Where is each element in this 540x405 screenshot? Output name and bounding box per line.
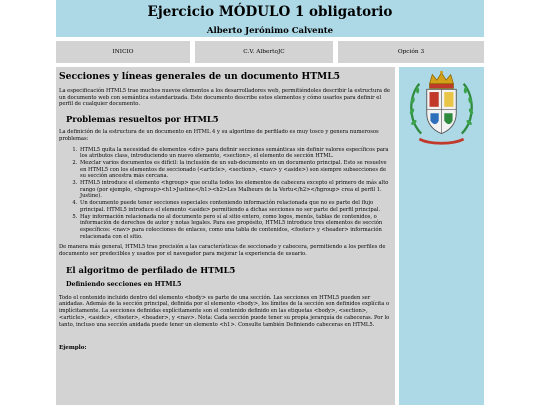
heading-algorithm: El algoritmo de perfilado de HTML5 (66, 264, 236, 275)
list-item: 4. Un documento puede tener secciones especiales conteniendo información relacionada que no es parte del flujo principal. HTML5 introduce el elemento <aside> permitiendo a dichas secciones no ser parte del perfil principal. (79, 200, 392, 213)
sidebar (399, 67, 484, 405)
list-item: 3. HTML5 introduce el elemento <hgroup> que oculta todos los elementos de cabecera excepto el primero de más alto rango (por ejemplo, <hgroup><h1>Justine</h1><h2>Les Malheurs de la Vertu</h2></hgroup> crea el perfil 1. Justine). (79, 180, 392, 200)
example-label: Ejemplo: (59, 345, 87, 352)
author-name: Alberto Jerónimo Calvente (206, 26, 334, 36)
nav-item-opcion-3[interactable]: Opción 3 (338, 41, 484, 63)
main-content (56, 67, 395, 405)
nav-item-inicio[interactable]: INICIO (56, 41, 190, 63)
heading-sections: Secciones y líneas generales de un documento HTML5 (59, 71, 341, 82)
list-item: 2. Mezclar varios documentos es difícil: la inclusión de un sub-documento en un documento principal. Esto se resuelve en HTML5 con los elementos de seccionado (<article>, <section>, <nav> y <aside>) son siempre subsecciones de su sección ancestra más cercana. (79, 160, 392, 180)
heading-problems: Problemas resueltos por HTML5 (66, 114, 219, 125)
paragraph-summary: De manera más general, HTML5 trae precisión a las características de seccionado y cabecera, permitiendo a los perfiles de documento ser predecibles y usados por el navegador para mejorar la experiencia de usuario. (59, 244, 386, 258)
paragraph-intro: La especificación HTML5 trae muchos nuevos elementos a los desarrolladores web, permitiéndoles describir la estructura de un documento web con semántica estandarizada. Este documento describe estos elementos y cómo usarlos para definir el perfil de cualquier documento. (59, 88, 390, 108)
page-header (56, 0, 484, 37)
page-title: Ejercicio MÓDULO 1 obligatorio (147, 4, 393, 20)
problems-list (79, 147, 392, 241)
heading-defining-sections: Definiendo secciones en HTML5 (66, 279, 182, 288)
nav-item-cv[interactable]: C.V. AlbertoJC (195, 41, 333, 63)
coat-of-arms-icon (404, 69, 479, 152)
list-item: 1. HTML5 quita la necesidad de elementos <div> para definir secciones semánticas sin definir valores específicos para los atributos class, introduciendo un nuevo elemento, <section>, el elemento de sección HTML. (79, 147, 392, 160)
list-item: 5. Hay información relacionada no al documento pero sí al sitio entero, como logos, menús, tablas de contenidos, o información de derechos de autor y notas legales. Para ese propósito, HTML5 introduce tres elementos de sección específicos: <nav> para colecciones de enlaces, como una tabla de contenidos, <footer> y <header> información relacionada con el sitio. (79, 214, 392, 241)
paragraph-defining: Todo el contenido incluido dentro del elemento <body> es parte de una sección. Las secciones en HTML5 pueden ser anidadas. Además de la sección principal, definida por el elemento <body>, los límites de la sección son definidos explícita o implícitamente. La secciones definidas explícitamente son el contenido definido en las etiquetas <body>, <section>, <article>, <aside>, <footer>, <header>, y <nav>. Nota: Cada sección puede tener su propia jerarquía de cabeceras. Por lo tanto, incluso una sección anidada puede tener un elemento <h1>. Consulte también Definiendo cabeceras en HTML5. (59, 294, 390, 328)
top-nav (56, 41, 484, 63)
paragraph-problems: La definición de la estructura de un documento en HTML 4 y su algoritmo de perfilado es muy tosco y genera numerosos problemas: (59, 129, 379, 142)
